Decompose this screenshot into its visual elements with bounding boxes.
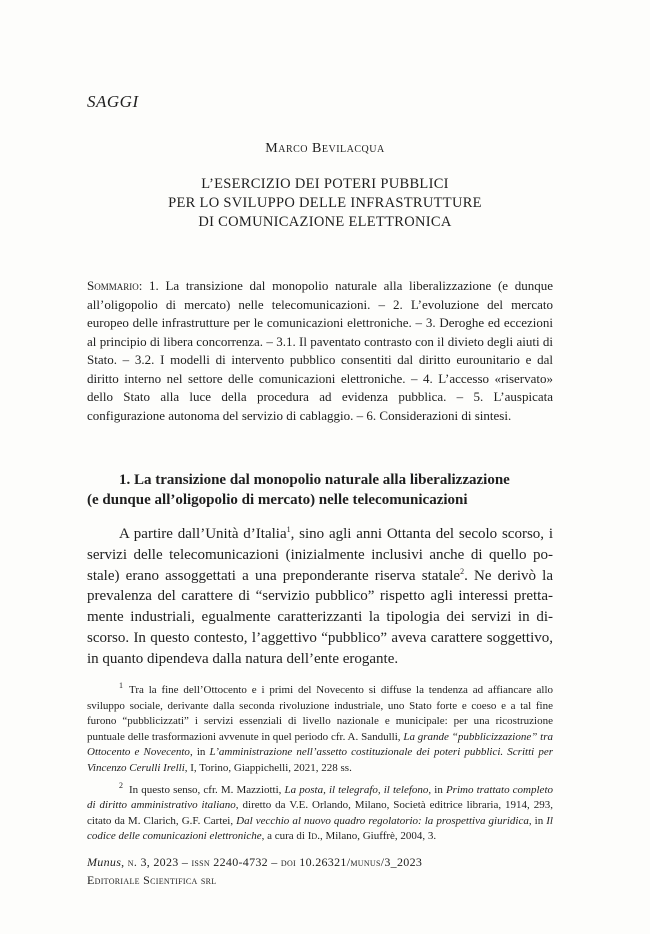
footnote-text: In questo senso, cfr. M. Mazziotti,: [129, 783, 285, 796]
footnote-text: , a cura di: [261, 830, 308, 843]
body-text: A partire dall’Unità d’Italia: [119, 526, 287, 542]
footnote-text: , in: [428, 783, 446, 796]
title-line: PER LO SVILUPPO DELLE INFRASTRUTTURE: [168, 195, 482, 211]
footnote-author: Id.: [307, 830, 320, 843]
footnote-citation: Il codice delle comunicazioni elettroniche: [87, 814, 553, 843]
body-line: prevalenza del carattere di “servizio pubblico” rispetto agli interessi pretta-: [87, 588, 553, 605]
footnote-citation: Dal vecchio al nuovo quadro regolatorio: la prospettiva giuridica: [236, 814, 529, 827]
summary-text: 1. La transizione dal monopolio naturale alla liberalizzazione (e dunque all’oligopolio di mercato) nelle telecomunicazioni. – 2. L’evoluzione del mercato europeo delle infrastrutture per le comunicazioni elettroniche. – 3. Deroghe ed eccezioni al principio di libera concorrenza. – 3.1. Il paventato contrasto con il divieto degli aiuti di Stato. – 3.2. I modelli di intervento pubblico consentiti dal diritto eurounitario e dal diritto interno nel settore delle comunicazioni elettroniche. – 4. L’accesso «riservato» dello Stato alla luce della procedura ad evidenza pubblica. – 5. L’auspicata configurazione autonoma del servizio di cablaggio. – 6. Considerazioni di sintesi.: [87, 278, 553, 423]
summary-lead: Sommario:: [87, 278, 143, 293]
footnote-citation: Primo trattato completo di diritto amministrativo italiano: [87, 783, 554, 812]
footnote-number: 1: [119, 681, 123, 691]
body-text: , sino agli anni Ottanta del secolo scorso, i: [290, 526, 553, 542]
body-line: scorso. In questo contesto, l’aggettivo “pubblico” aveva carattere soggettivo,: [87, 629, 553, 646]
body-text: . Ne derivò la: [464, 567, 553, 584]
body-line: in quanto dipendeva dalla natura dell’ente erogante.: [87, 650, 399, 667]
summary: [87, 277, 553, 425]
journal-name: Munus: [87, 855, 122, 869]
footnote-citation: L’amministrazione nell’assetto costituzionale dei poteri pubblici. Scritti per Vincenzo Cerulli Irelli: [87, 746, 553, 774]
section-heading: [87, 470, 553, 510]
title-line: L’ESERCIZIO DEI POTERI PUBBLICI: [201, 176, 449, 192]
journal-citation: [87, 853, 422, 871]
footnote-text: , in: [528, 814, 547, 827]
footnote: [87, 780, 554, 845]
page-footer: [87, 853, 422, 889]
heading-line: 1. La transizione dal monopolio naturale alla liberalizzazione: [119, 472, 510, 488]
body-line: mente industriali, egualmente caratterizzanti la tipologia dei servizi in di-: [87, 609, 553, 626]
heading-line: (e dunque all’oligopolio di mercato) nelle telecomunicazioni: [87, 492, 468, 508]
author-name: Marco Bevilacqua: [265, 141, 385, 156]
footnote-ref[interactable]: 2: [460, 566, 465, 576]
footnote-text: , in: [189, 746, 210, 759]
footnote-citation: La posta, il telegrafo, il telefono: [284, 783, 429, 796]
footnote-text: Tra la fine dell’Ottocento e i primi del Novecento si diffuse la tendenza ad affiancare allo sviluppo sociale, derivante dalla seconda rivoluzione industriale, uno Stato forte e coeso e a tal fine furono “pubblicizzati” i servizi essenziali di livello nazionale e municipale: per una ricostruzione puntuale delle trasformazioni avvenute in quel periodo cfr. A. Sandulli,: [87, 684, 553, 743]
body-line: [87, 524, 553, 545]
title-line: DI COMUNICAZIONE ELETTRONICA: [198, 214, 452, 230]
footnote: [87, 683, 553, 777]
footnote-text: , Milano, Giuffrè, 2004, 3.: [319, 830, 437, 843]
footnote-text: , I, Torino, Giappichelli, 2021, 228 ss.: [184, 761, 352, 774]
footnote-ref[interactable]: 1: [286, 525, 291, 534]
body-line: servizi delle telecomunicazioni (inizialmente inclusivi anche di quello po-: [87, 546, 553, 563]
journal-issue: , n. 3, 2023 – issn 2240-4732 – doi 10.26321/munus/3_2023: [121, 855, 423, 869]
article-title: [0, 175, 650, 232]
footnote-citation: La grande “pubblicizzazione” tra Ottocento e Novecento: [87, 730, 553, 759]
body-text: stale) erano assoggettati a una preponderante riserva statale: [87, 567, 461, 584]
footnotes: [87, 683, 553, 851]
publisher: Editoriale Scientifica srl: [87, 873, 217, 887]
section-label: SAGGI: [87, 92, 139, 111]
footnote-number: 2: [119, 780, 123, 790]
body-paragraph: [87, 524, 553, 670]
body-line: [87, 566, 553, 587]
footnote-text: , diretto da V.E. Orlando, Milano, Società editrice libraria, 1914, 293, citato da M. Clarich, G.F. Cartei,: [87, 799, 554, 827]
